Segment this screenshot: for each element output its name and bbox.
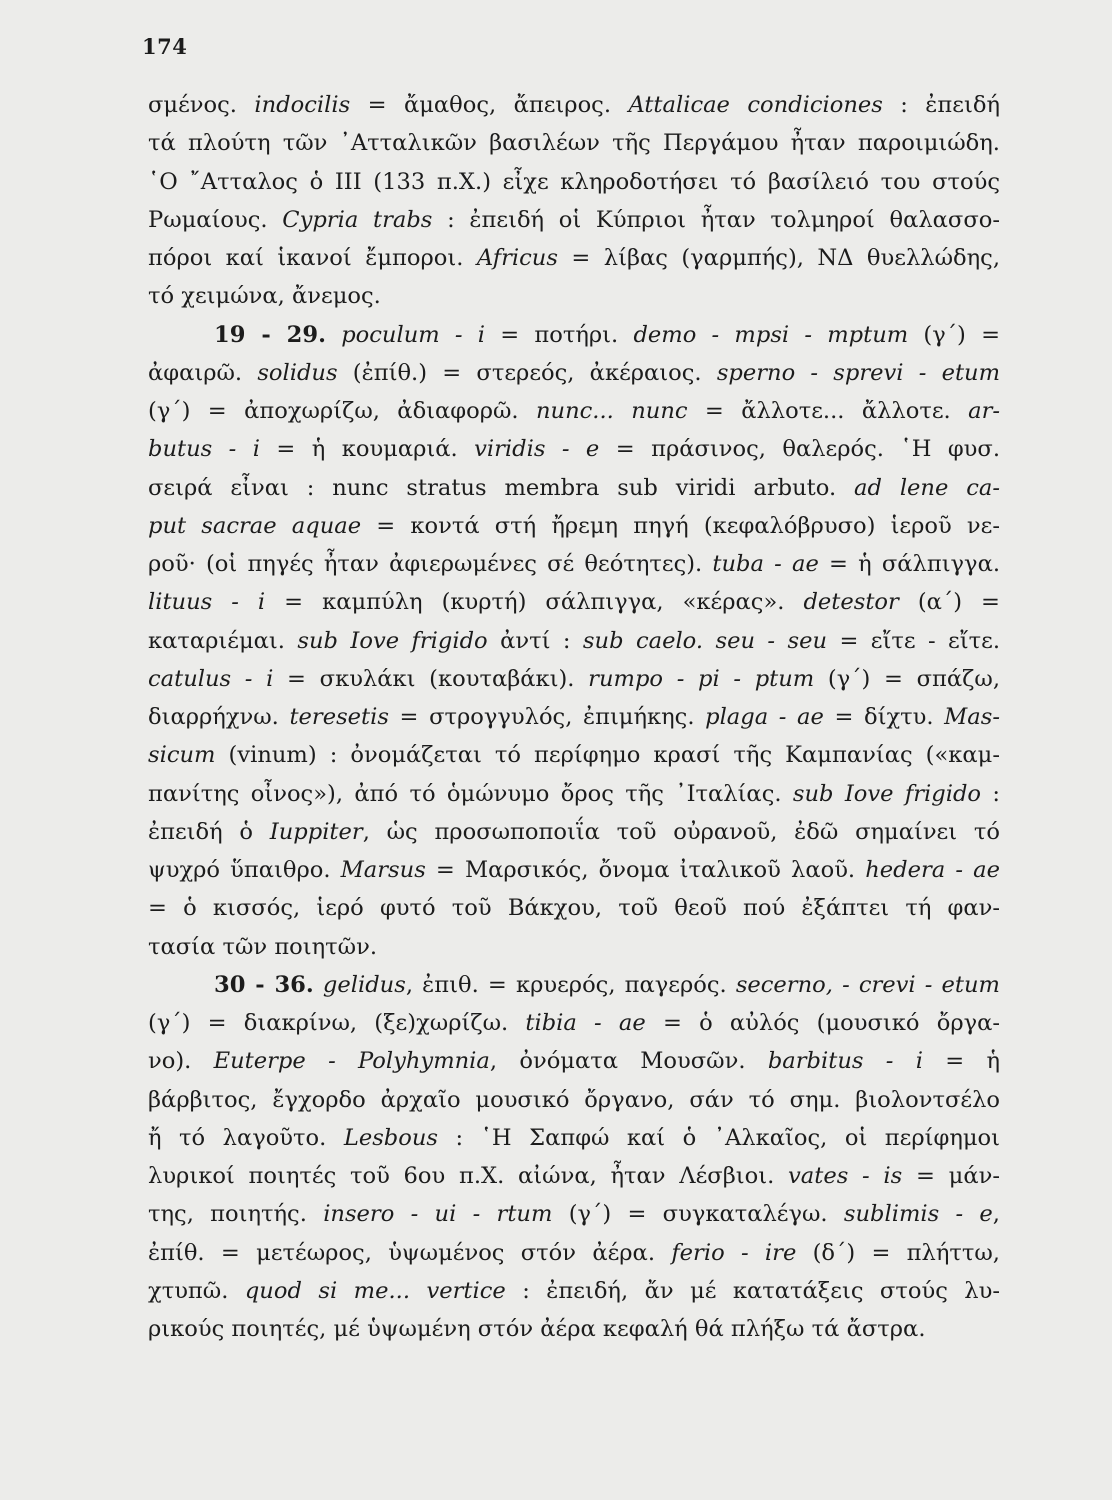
text-run: τό χειμώνα, ἄνεμος. [148, 283, 381, 310]
text-line [148, 1310, 1000, 1348]
text-line [148, 507, 1000, 545]
text-run: : ἐπειδή, ἄν μέ κατατάξεις στούς λυ- [505, 1277, 1000, 1304]
text-run: = μάν- [902, 1163, 1000, 1189]
text-line [148, 813, 1000, 851]
text-run: ἀντί : [487, 627, 583, 654]
latin-term: detestor [803, 589, 899, 616]
latin-term: sub caelo. seu - seu [582, 627, 828, 654]
text-line [148, 775, 1000, 813]
latin-term: Africus [476, 245, 558, 271]
text-run: ψυχρό ὕπαιθρο. [148, 857, 341, 883]
text-run: καταριέμαι. [148, 627, 298, 654]
text-run: = σκυλάκι (κουταβάκι). [273, 665, 589, 692]
text-run: βάρβιτος, ἔγχορδο ἀρχαῖο μουσικό ὄργανο, σάν τό σημ. βιολοντσέλο [148, 1086, 1000, 1113]
text-line [148, 1081, 1000, 1119]
text-run: ἤ τό λαγοῦτο. [148, 1124, 344, 1151]
text-run: : ἐπειδή [882, 92, 1000, 118]
text-line [148, 316, 1000, 354]
latin-term: teresetis [289, 704, 389, 730]
text-line [148, 1119, 1000, 1157]
text-run: (γ΄) = συγκαταλέγω. [552, 1201, 844, 1228]
latin-term: lituus - i [148, 589, 266, 616]
latin-term: Cypria trabs [282, 206, 433, 233]
text-run: (ἐπίθ.) = στερεός, ἀκέραιος. [337, 359, 717, 386]
text-run [326, 322, 341, 348]
text-line [148, 736, 1000, 774]
text-run: = πράσινος, θαλερός. ῾Η φυσ. [599, 436, 1001, 463]
latin-term: quod si me... vertice [244, 1277, 506, 1304]
text-line [148, 622, 1000, 660]
latin-term: ar- [968, 398, 1001, 424]
latin-term: Marsus [340, 857, 426, 883]
text-line [148, 889, 1000, 927]
latin-term: sub Iove frigido [792, 780, 982, 807]
text-run: = ὁ αὐλός (μουσικό ὄργα- [645, 1010, 1000, 1036]
latin-term: sperno - sprevi - etum [716, 359, 1001, 386]
latin-term: rumpo - pi - ptum [588, 665, 815, 692]
latin-term: gelidus [322, 971, 406, 998]
text-line [148, 86, 1000, 124]
text-run: : ἐπειδή οἱ Κύπριοι ἦταν τολμηροί θαλασσο- [432, 206, 1001, 233]
latin-term: tuba - ae [712, 551, 819, 577]
text-line [148, 163, 1000, 201]
text-run: = δίχτυ. [823, 704, 945, 730]
text-line [148, 124, 1000, 162]
text-run: ρικούς ποιητές, μέ ὑψωμένη στόν ἀέρα κεφαλή θά πλήξω τά ἄστρα. [148, 1316, 926, 1342]
latin-term: Iuppiter [269, 818, 363, 845]
latin-term: put sacrae aquae [148, 512, 362, 539]
text-line [148, 1234, 1000, 1272]
text-run: πανίτης οἶνος»), ἀπό τό ὁμώνυμο ὄρος τῆς ᾿Ιταλίας. [148, 780, 793, 807]
latin-term: secerno, - crevi - etum [735, 971, 1000, 998]
text-run: σειρά εἶναι : nunc stratus membra sub viridi arbuto. [148, 474, 855, 501]
text-line [148, 851, 1000, 889]
verse-range: 19 - 29. [214, 321, 326, 348]
text-run: = κοντά στή ἤρεμη πηγή (κεφαλόβρυσο) ἱεροῦ νε- [361, 512, 1000, 539]
latin-term: Lesbous [343, 1124, 439, 1151]
text-line [148, 660, 1000, 698]
latin-term: sub Iove frigido [297, 627, 488, 654]
latin-term: viridis - e [474, 436, 600, 463]
text-run: (α΄) = [898, 589, 1000, 616]
text-run: (vinum) : ὀνομάζεται τό περίφημο κρασί τῆς Καμπανίας («καμ- [215, 742, 1000, 769]
text-line [148, 966, 1000, 1004]
latin-term: catulus - i [148, 665, 274, 692]
latin-term: Euterpe - Polyhymnia [213, 1048, 490, 1075]
text-run: = στρογγυλός, ἐπιμήκης. [388, 704, 706, 730]
text-run: = Μαρσικός, ὄνομα ἰταλικοῦ λαοῦ. [425, 857, 866, 883]
text-line [148, 698, 1000, 736]
text-line [148, 239, 1000, 277]
body-text [148, 86, 1000, 1348]
text-run: (γ΄) = διακρίνω, (ξε)χωρίζω. [148, 1010, 526, 1036]
text-run: = ἄλλοτε... ἄλλοτε. [687, 398, 969, 424]
text-run: σμένος. [148, 92, 255, 118]
text-run: (γ΄) = [908, 321, 1001, 348]
text-run: = ἡ κουμαριά. [259, 436, 475, 463]
latin-term: demo - mpsi - mptum [633, 321, 909, 348]
text-line [148, 469, 1000, 507]
latin-term: nunc... nunc [535, 398, 688, 424]
text-run: της, ποιητής. [148, 1201, 324, 1228]
text-line [148, 1157, 1000, 1195]
text-run: (δ΄) = πλήττω, [796, 1239, 1000, 1266]
text-run: = ἡ [922, 1048, 1000, 1075]
text-run: ἐπίθ. = μετέωρος, ὑψωμένος στόν ἀέρα. [148, 1239, 672, 1266]
verse-range: 30 - 36. [214, 971, 314, 998]
text-run: , [992, 1201, 1000, 1228]
text-line [148, 1195, 1000, 1233]
text-run: τασία τῶν ποιητῶν. [148, 933, 378, 960]
text-run: , ἐπιθ. = κρυερός, παγερός. [405, 971, 736, 998]
text-run: χτυπῶ. [148, 1277, 245, 1304]
text-run: πόροι καί ἱκανοί ἔμποροι. [148, 245, 477, 271]
text-line [148, 928, 1000, 966]
latin-term: ad lene ca- [854, 474, 1000, 501]
text-line [148, 1004, 1000, 1042]
text-line [148, 201, 1000, 239]
text-line [148, 354, 1000, 392]
text-run: νο). [148, 1048, 214, 1075]
text-run: = ὁ κισσός, ἱερό φυτό τοῦ Βάκχου, τοῦ θεοῦ πού ἐξάπτει τή φαν- [148, 895, 1000, 922]
text-line [148, 583, 1000, 621]
text-run: λυρικοί ποιητές τοῦ 6ου π.Χ. αἰώνα, ἦταν Λέσβιοι. [148, 1163, 789, 1189]
text-run: διαρρήχνω. [148, 704, 290, 730]
latin-term: sicum [148, 742, 216, 769]
text-line [148, 277, 1000, 315]
text-run: = ἡ σάλπιγγα. [818, 551, 1001, 577]
text-line [148, 430, 1000, 468]
latin-term: hedera - ae [865, 857, 1000, 883]
latin-term: insero - ui - rtum [323, 1201, 553, 1228]
latin-term: poculum - i [341, 321, 486, 348]
text-line [148, 1272, 1000, 1310]
text-run: , ὡς προσωποποιΐα τοῦ οὐρανοῦ, ἐδῶ σημαίνει τό [362, 818, 1000, 845]
latin-term: ferio - ire [671, 1239, 797, 1266]
text-run: = καμπύλη (κυρτή) σάλπιγγα, «κέρας». [265, 589, 804, 616]
text-run: : [981, 780, 1001, 807]
text-run [314, 972, 323, 998]
latin-term: barbitus - i [767, 1048, 923, 1075]
text-run: τά πλούτη τῶν ᾿Ατταλικῶν βασιλέων τῆς Περγάμου ἦταν παροιμιώδη. [148, 130, 1000, 157]
text-run: : ῾Η Σαπφώ καί ὁ ᾿Αλκαῖος, οἱ περίφημοι [438, 1124, 1001, 1151]
text-line [148, 392, 1000, 430]
text-run: = λίβας (γαρμπής), ΝΔ θυελλώδης, [557, 245, 1001, 271]
text-run: ἀφαιρῶ. [148, 359, 258, 386]
latin-term: plaga - ae [705, 704, 824, 730]
latin-term: Attalicae condiciones [628, 92, 883, 118]
page-number: 174 [142, 34, 188, 59]
text-run: Ρωμαίους. [148, 206, 283, 233]
latin-term: Mas- [944, 704, 1000, 730]
text-run: = εἴτε - εἴτε. [827, 627, 1001, 654]
latin-term: solidus [257, 359, 338, 386]
text-run: ροῦ· (οἱ πηγές ἦταν ἀφιερωμένες σέ θεότητες). [148, 551, 713, 577]
text-line [148, 545, 1000, 583]
latin-term: tibia - ae [525, 1010, 646, 1036]
latin-term: sublimis - e [843, 1201, 993, 1228]
text-run: = ἄμαθος, ἄπειρος. [350, 92, 629, 118]
latin-term: vates - is [788, 1163, 903, 1189]
latin-term: butus - i [148, 436, 260, 463]
text-run: , ὀνόματα Μουσῶν. [489, 1048, 768, 1075]
text-run: (γ΄) = ἀποχωρίζω, ἀδιαφορῶ. [148, 398, 536, 424]
text-run: = ποτήρι. [485, 321, 634, 348]
text-run: ἐπειδή ὁ [148, 818, 270, 845]
text-line [148, 1042, 1000, 1080]
text-run: (γ΄) = σπάζω, [814, 665, 1000, 692]
text-run: ῾Ο ῎Ατταλος ὁ ΙΙΙ (133 π.Χ.) εἶχε κληροδοτήσει τό βασίλειό του στούς [148, 168, 1000, 195]
latin-term: indocilis [254, 92, 351, 118]
